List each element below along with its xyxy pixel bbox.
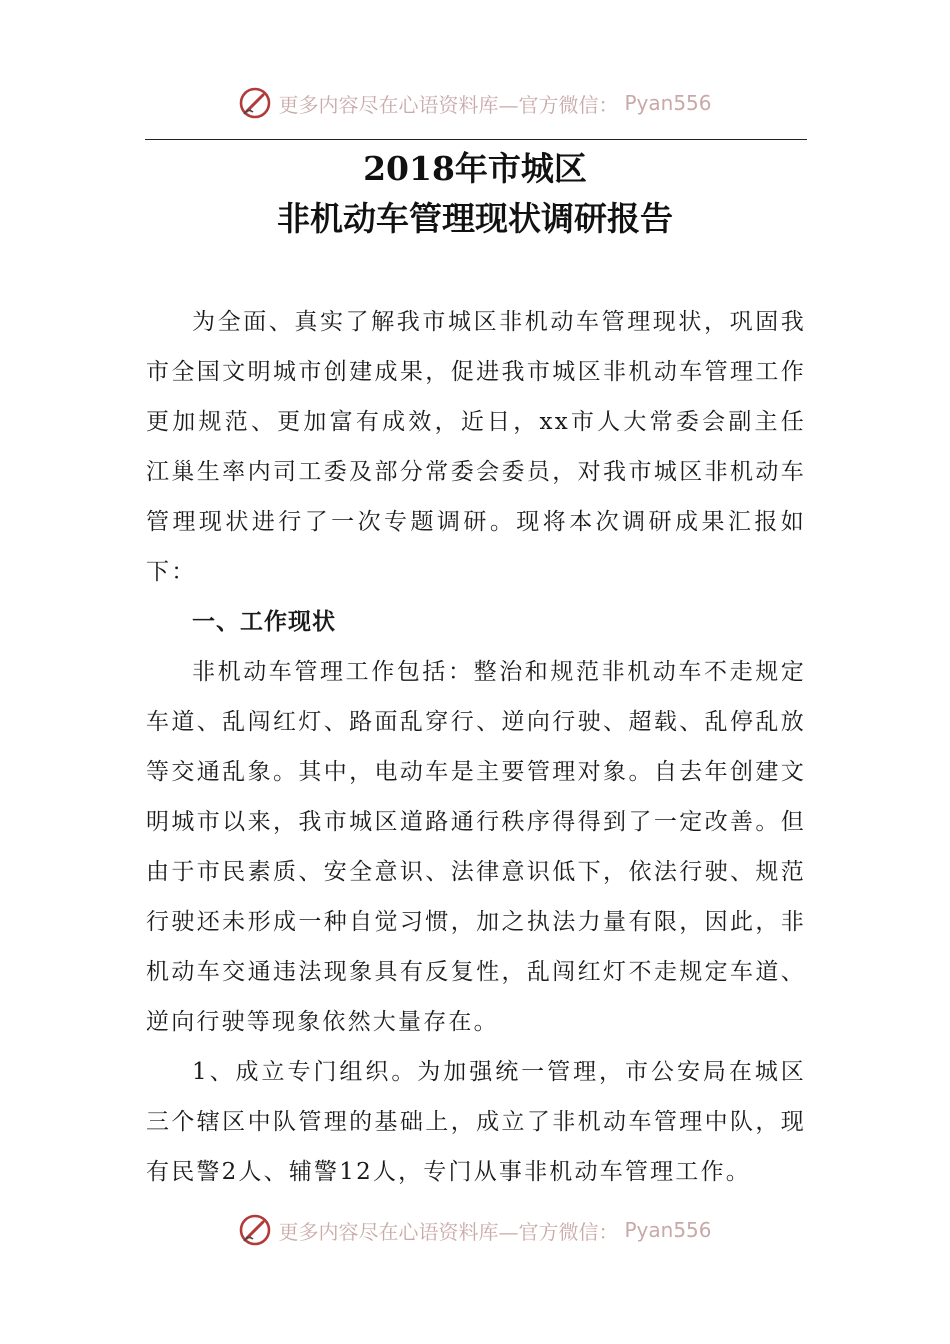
- item-paragraph: 1、成立专门组织。为加强统一管理，市公安局在城区三个辖区中队管理的基础上，成立了非机动车管理中队，现有民警2人、辅警12人，专门从事非机动车管理工作。: [146, 1059, 806, 1185]
- watermark-handle: Pyan556: [624, 91, 712, 115]
- header-rule: [145, 139, 807, 140]
- footer-watermark: [0, 1213, 950, 1247]
- watermark-handle: Pyan556: [624, 1218, 712, 1242]
- intro-paragraph: 为全面、真实了解我市城区非机动车管理现状，巩固我市全国文明城市创建成果，促进我市城区非机动车管理工作更加规范、更加富有成效，近日，xx市人大常委会副主任江巢生率内司工委及部分常委会委员，对我市城区非机动车管理现状进行了一次专题调研。现将本次调研成果汇报如下：: [146, 309, 806, 585]
- document-title-line1: 2018年市城区: [363, 149, 587, 188]
- pen-circle-logo-icon: [238, 86, 272, 120]
- document-body: [146, 297, 806, 1197]
- section-paragraph: 非机动车管理工作包括：整治和规范非机动车不走规定车道、乱闯红灯、路面乱穿行、逆向行驶、超载、乱停乱放等交通乱象。其中，电动车是主要管理对象。自去年创建文明城市以来，我市城区道路通行秩序得得到了一定改善。但由于市民素质、安全意识、法律意识低下，依法行驶、规范行驶还未形成一种自觉习惯，加之执法力量有限，因此，非机动车交通违法现象具有反复性，乱闯红灯不走规定车道、逆向行驶等现象依然大量存在。: [146, 659, 806, 1035]
- watermark-text: 更多内容尽在心语资料库—官方微信：: [278, 1219, 619, 1244]
- watermark-text: 更多内容尽在心语资料库—官方微信：: [278, 92, 619, 117]
- section-heading: 一、工作现状: [192, 609, 336, 635]
- pen-circle-logo-icon: [238, 1213, 272, 1247]
- document-title-line2: 非机动车管理现状调研报告: [277, 199, 673, 238]
- header-watermark: [0, 86, 950, 120]
